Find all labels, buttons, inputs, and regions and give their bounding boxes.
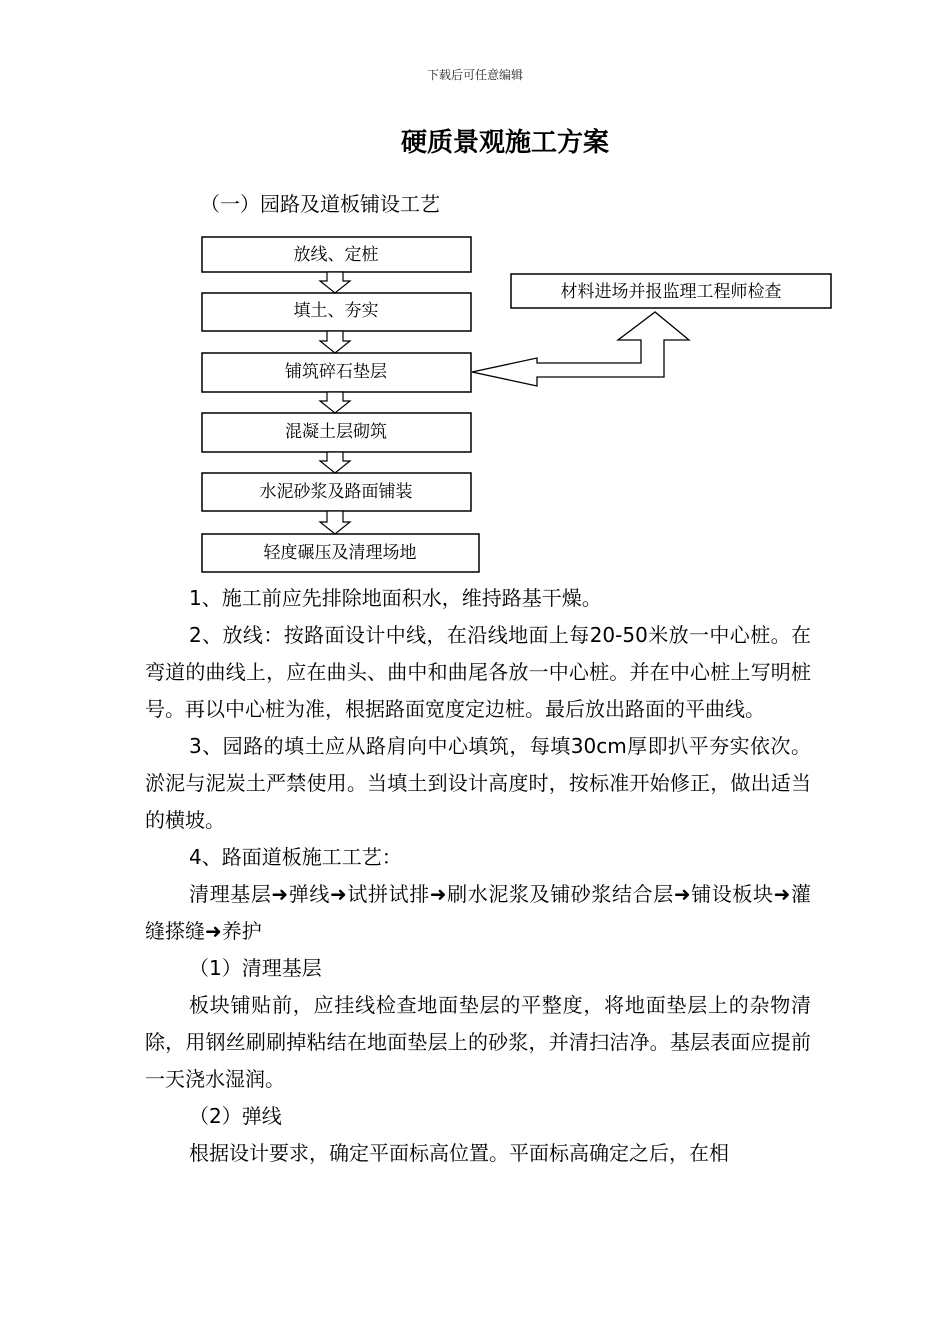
down-arrow-icon — [320, 511, 350, 534]
header-note: 下载后可任意编辑 — [426, 68, 523, 82]
document-title: 硬质景观施工方案 — [400, 128, 609, 158]
flow-step-3-label: 铺筑碎石垫层 — [285, 362, 387, 382]
paragraph-1: 1、施工前应先排除地面积水，维持路基干燥。 — [189, 586, 602, 610]
process-sequence: 清理基层➜弹线➜试拼试排➜刷水泥浆及铺砂浆结合层➜铺设板块➜灌缝搽缝➜养护 — [145, 882, 811, 943]
section-heading: （一）园路及道板铺设工艺 — [200, 192, 440, 216]
flow-step-3 — [202, 353, 471, 392]
flow-step-4-label: 混凝土层砌筑 — [285, 422, 387, 442]
bent-arrow-icon — [472, 312, 689, 386]
process-flowchart — [0, 0, 950, 600]
flow-side-box-label: 材料进场并报监理工程师检查 — [560, 282, 782, 302]
flow-side-box — [511, 274, 831, 308]
flow-step-2-label: 填土、夯实 — [293, 301, 379, 321]
flow-step-5-label: 水泥砂浆及路面铺装 — [259, 482, 413, 502]
down-arrow-icon — [320, 392, 350, 413]
paragraph-snap-line: 根据设计要求，确定平面标高位置。平面标高确定之后，在相 — [189, 1141, 729, 1165]
flow-step-1-label: 放线、定桩 — [293, 245, 379, 265]
paragraph-clean-base: 板块铺贴前，应挂线检查地面垫层的平整度，将地面垫层上的杂物清除，用钢丝刷刷掉粘结在地面垫层上的砂浆，并清扫洁净。基层表面应提前一天浇水湿润。 — [145, 993, 811, 1091]
flow-step-1 — [202, 237, 471, 272]
paragraph-4: 4、路面道板施工工艺： — [189, 845, 402, 869]
paragraph-3: 3、园路的填土应从路肩向中心填筑，每填30cm厚即扒平夯实依次。淤泥与泥炭土严禁使用。当填土到设计高度时，按标准开始修正，做出适当的横坡。 — [145, 734, 811, 832]
down-arrow-icon — [320, 452, 350, 473]
flow-step-6-label: 轻度碾压及清理场地 — [263, 543, 417, 563]
subheading-snap-line: （2）弹线 — [189, 1104, 282, 1128]
flow-step-6 — [202, 534, 479, 572]
flow-step-4 — [202, 413, 471, 452]
body-text — [145, 580, 811, 1172]
flow-step-2 — [202, 293, 471, 331]
down-arrow-icon — [320, 272, 350, 293]
paragraph-2: 2、放线：按路面设计中线，在沿线地面上每20-50米放一中心桩。在弯道的曲线上，应在曲头、曲中和曲尾各放一中心桩。并在中心桩上写明桩号。再以中心桩为准，根据路面宽度定边桩。最后放出路面的平曲线。 — [145, 623, 811, 721]
subheading-clean-base: （1）清理基层 — [189, 956, 322, 980]
flow-step-5 — [202, 473, 471, 511]
down-arrow-icon — [320, 331, 350, 353]
